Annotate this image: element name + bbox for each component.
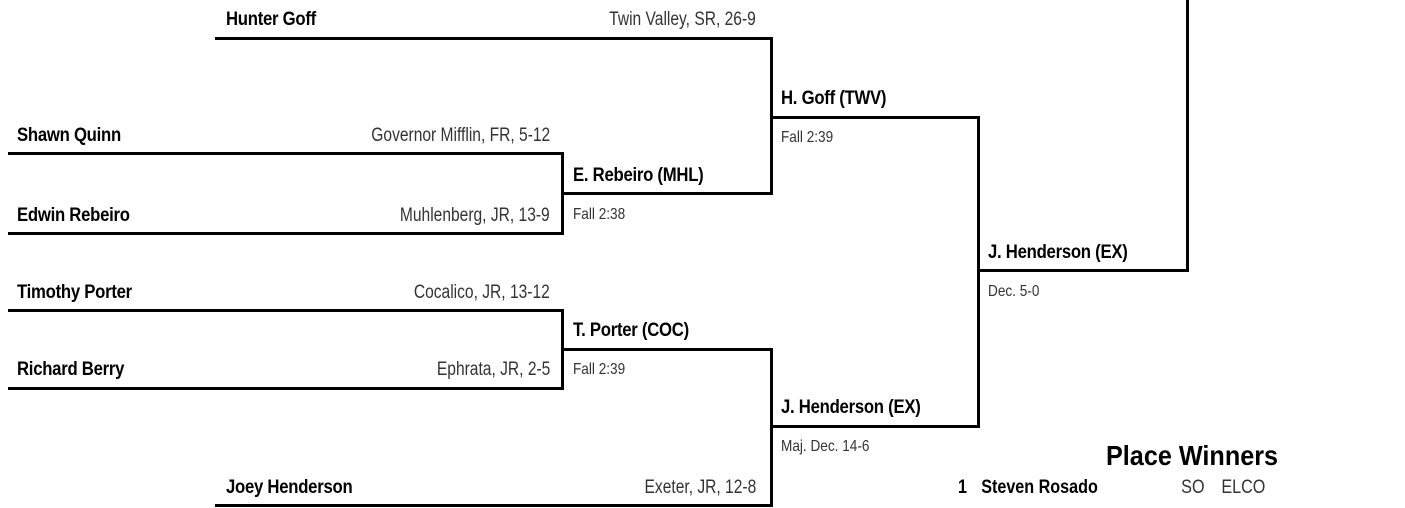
bracket-line: [8, 387, 564, 390]
place-winner-row: [958, 478, 1265, 497]
place-winners-title: Place Winners: [1106, 440, 1279, 471]
wrestler-name: Richard Berry: [17, 359, 125, 380]
bracket-line: [8, 152, 564, 155]
wrestler-info: Twin Valley, SR, 26-9: [609, 9, 756, 30]
wrestler-name: Hunter Goff: [226, 9, 316, 30]
bracket-line: [1186, 0, 1189, 272]
match-result: Fall 2:38: [573, 206, 626, 223]
match-result: Maj. Dec. 14-6: [781, 438, 870, 455]
wrestler-name: Joey Henderson: [226, 477, 353, 498]
wrestler-name: Shawn Quinn: [17, 125, 121, 146]
match-result: Fall 2:39: [781, 129, 834, 146]
bracket-line: [215, 504, 773, 507]
wrestler-info: Muhlenberg, JR, 13-9: [400, 205, 550, 226]
bracket-line: [773, 425, 980, 428]
bracket-line: [8, 232, 564, 235]
bracket-line: [977, 116, 980, 428]
wrestler-name: Timothy Porter: [17, 282, 132, 303]
bracket-line: [980, 269, 1189, 272]
match-winner: E. Rebeiro (MHL): [573, 165, 704, 186]
wrestler-info: Ephrata, JR, 2-5: [436, 359, 550, 380]
place-winner-name: Steven Rosado: [981, 477, 1098, 498]
match-winner: J. Henderson (EX): [988, 242, 1128, 263]
match-result: Dec. 5-0: [988, 283, 1040, 300]
bracket-line: [564, 348, 773, 351]
place-winner-grade: SO: [1181, 477, 1205, 498]
wrestler-info: Governor Mifflin, FR, 5-12: [371, 125, 550, 146]
bracket-line: [773, 116, 980, 119]
wrestler-info: Exeter, JR, 12-8: [644, 477, 756, 498]
match-winner: T. Porter (COC): [573, 320, 689, 341]
bracket-line: [215, 37, 773, 40]
match-winner: J. Henderson (EX): [781, 397, 921, 418]
bracket-line: [564, 192, 773, 195]
place-winner-school: ELCO: [1221, 477, 1266, 498]
match-winner: H. Goff (TWV): [781, 88, 887, 109]
wrestler-name: Edwin Rebeiro: [17, 205, 130, 226]
match-result: Fall 2:39: [573, 361, 626, 378]
bracket-line: [8, 309, 564, 312]
place-number: 1: [958, 477, 967, 498]
wrestler-info: Cocalico, JR, 13-12: [414, 282, 550, 303]
